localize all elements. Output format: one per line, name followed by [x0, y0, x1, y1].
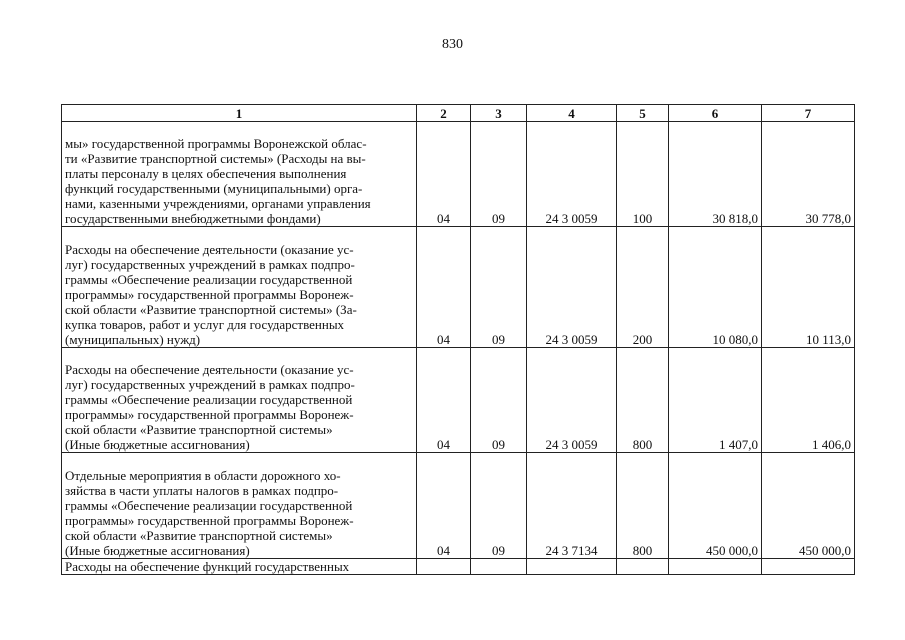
header-col-6: 6 [669, 105, 762, 122]
description-cell [62, 453, 417, 559]
description-line: (Иные бюджетные ассигнования) [65, 437, 250, 452]
table-row [62, 559, 855, 575]
description-line: нами, казенными учреждениями, органами управления [65, 196, 371, 211]
target-article-cell: 24 3 0059 [527, 227, 617, 348]
description-line: (Иные бюджетные ассигнования) [65, 543, 250, 558]
description-line: луг) государственных учреждений в рамках подпро- [65, 377, 355, 392]
expense-type-cell: 200 [617, 227, 669, 348]
description-cell [62, 348, 417, 453]
amount-col7-cell: 1 406,0 [762, 348, 855, 453]
page-number: 830 [442, 37, 463, 52]
description-line: ской области «Развитие транспортной системы» [65, 528, 333, 543]
amount-col6-cell: 450 000,0 [669, 453, 762, 559]
table-row [62, 227, 855, 348]
description-line: мы» государственной программы Воронежской облас- [65, 136, 367, 151]
description-cell [62, 122, 417, 227]
description-cell [62, 227, 417, 348]
section-code-cell [417, 559, 471, 575]
description-line: программы» государственной программы Воронеж- [65, 407, 354, 422]
description-line: (муниципальных) нужд) [65, 332, 201, 347]
subsection-code-cell: 09 [471, 227, 527, 348]
table-row [62, 453, 855, 559]
description-line: Расходы на обеспечение деятельности (оказание ус- [65, 362, 354, 377]
expense-type-cell: 800 [617, 453, 669, 559]
description-line: ти «Развитие транспортной системы» (Расходы на вы- [65, 151, 366, 166]
amount-col7-cell: 10 113,0 [762, 227, 855, 348]
amount-col6-cell: 1 407,0 [669, 348, 762, 453]
section-code-cell: 04 [417, 453, 471, 559]
header-col-4: 4 [527, 105, 617, 122]
expense-type-cell: 100 [617, 122, 669, 227]
description-line: функций государственными (муниципальными) орга- [65, 181, 363, 196]
description-line: купка товаров, работ и услуг для государственных [65, 317, 345, 332]
description-line: программы» государственной программы Воронеж- [65, 513, 354, 528]
budget-table [61, 104, 855, 575]
description-line: граммы «Обеспечение реализации государственной [65, 498, 353, 513]
header-col-3: 3 [471, 105, 527, 122]
target-article-cell: 24 3 0059 [527, 348, 617, 453]
description-line: ской области «Развитие транспортной системы» (За- [65, 302, 357, 317]
description-line: граммы «Обеспечение реализации государственной [65, 272, 353, 287]
target-article-cell: 24 3 0059 [527, 122, 617, 227]
amount-col6-cell: 10 080,0 [669, 227, 762, 348]
description-line: Расходы на обеспечение функций государственных [65, 559, 350, 574]
expense-type-cell: 800 [617, 348, 669, 453]
description-line: зяйства в части уплаты налогов в рамках подпро- [65, 483, 339, 498]
description-cell [62, 559, 417, 575]
table-row [62, 348, 855, 453]
header-col-7: 7 [762, 105, 855, 122]
target-article-cell [527, 559, 617, 575]
amount-col7-cell: 30 778,0 [762, 122, 855, 227]
subsection-code-cell: 09 [471, 122, 527, 227]
amount-col6-cell: 30 818,0 [669, 122, 762, 227]
table-row [62, 122, 855, 227]
description-line: Отдельные мероприятия в области дорожного хо- [65, 468, 341, 483]
section-code-cell: 04 [417, 348, 471, 453]
subsection-code-cell [471, 559, 527, 575]
section-code-cell: 04 [417, 227, 471, 348]
header-col-2: 2 [417, 105, 471, 122]
description-line: луг) государственных учреждений в рамках подпро- [65, 257, 355, 272]
description-line: граммы «Обеспечение реализации государственной [65, 392, 353, 407]
description-line: государственными внебюджетными фондами) [65, 211, 321, 226]
header-row [62, 105, 855, 122]
subsection-code-cell: 09 [471, 453, 527, 559]
expense-type-cell [617, 559, 669, 575]
section-code-cell: 04 [417, 122, 471, 227]
amount-col7-cell [762, 559, 855, 575]
header-col-5: 5 [617, 105, 669, 122]
description-line: Расходы на обеспечение деятельности (оказание ус- [65, 242, 354, 257]
description-line: ской области «Развитие транспортной системы» [65, 422, 333, 437]
amount-col6-cell [669, 559, 762, 575]
target-article-cell: 24 3 7134 [527, 453, 617, 559]
amount-col7-cell: 450 000,0 [762, 453, 855, 559]
description-line: программы» государственной программы Воронеж- [65, 287, 354, 302]
header-col-1: 1 [62, 105, 417, 122]
subsection-code-cell: 09 [471, 348, 527, 453]
description-line: платы персоналу в целях обеспечения выполнения [65, 166, 347, 181]
